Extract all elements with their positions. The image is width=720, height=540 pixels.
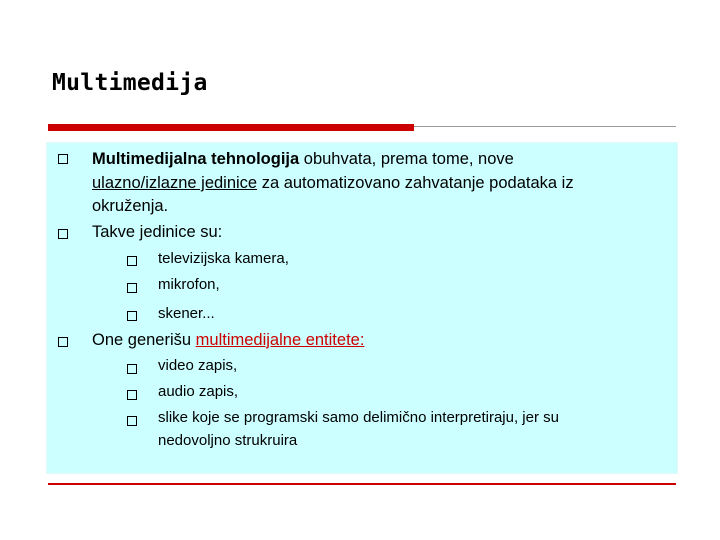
bullet-1-text-2: za automatizovano zahvatanje podataka iz bbox=[257, 174, 574, 192]
sub-bullet-item: slike koje se programski samo delimično interpretiraju, jer su bbox=[158, 409, 559, 426]
bottom-accent-line bbox=[48, 483, 676, 485]
sub-bullet-item: televizijska kamera, bbox=[158, 250, 289, 267]
bullet-3-line bbox=[92, 329, 364, 351]
slide-title: Multimedija bbox=[52, 70, 208, 96]
sub-bullet-square-icon bbox=[127, 256, 137, 266]
sub-bullet-square-icon bbox=[127, 311, 137, 321]
bullet-2-text: Takve jedinice su: bbox=[92, 223, 223, 241]
sub-bullet-item: audio zapis, bbox=[158, 383, 239, 400]
sub-bullet-square-icon bbox=[127, 364, 137, 374]
sub-bullet-item: video zapis, bbox=[158, 357, 238, 374]
bullet-square-icon bbox=[58, 229, 68, 239]
bullet-1-bold: Multimedijalna tehnologija bbox=[92, 150, 300, 168]
bullet-1-line-1 bbox=[92, 148, 514, 170]
bullet-1-underlined: ulazno/izlazne jedinice bbox=[92, 174, 258, 192]
sub-bullet-item-continuation: nedovoljno strukruira bbox=[158, 432, 298, 449]
bullet-3-text: One generišu bbox=[92, 331, 196, 349]
sub-bullet-square-icon bbox=[127, 390, 137, 400]
sub-bullet-item: mikrofon, bbox=[158, 276, 220, 293]
bullet-1-line-3: okruženja. bbox=[92, 197, 169, 215]
bullet-1-text: obuhvata, prema tome, nove bbox=[299, 150, 514, 168]
bullet-square-icon bbox=[58, 337, 68, 347]
sub-bullet-square-icon bbox=[127, 283, 137, 293]
bullet-1-line-2 bbox=[92, 172, 574, 194]
sub-bullet-item: skener... bbox=[158, 305, 215, 322]
title-accent-bar bbox=[48, 124, 414, 131]
bullet-square-icon bbox=[58, 154, 68, 164]
sub-bullet-square-icon bbox=[127, 416, 137, 426]
title-divider-line bbox=[414, 126, 676, 127]
multimedia-entities-link[interactable]: multimedijalne entitete: bbox=[195, 331, 365, 349]
